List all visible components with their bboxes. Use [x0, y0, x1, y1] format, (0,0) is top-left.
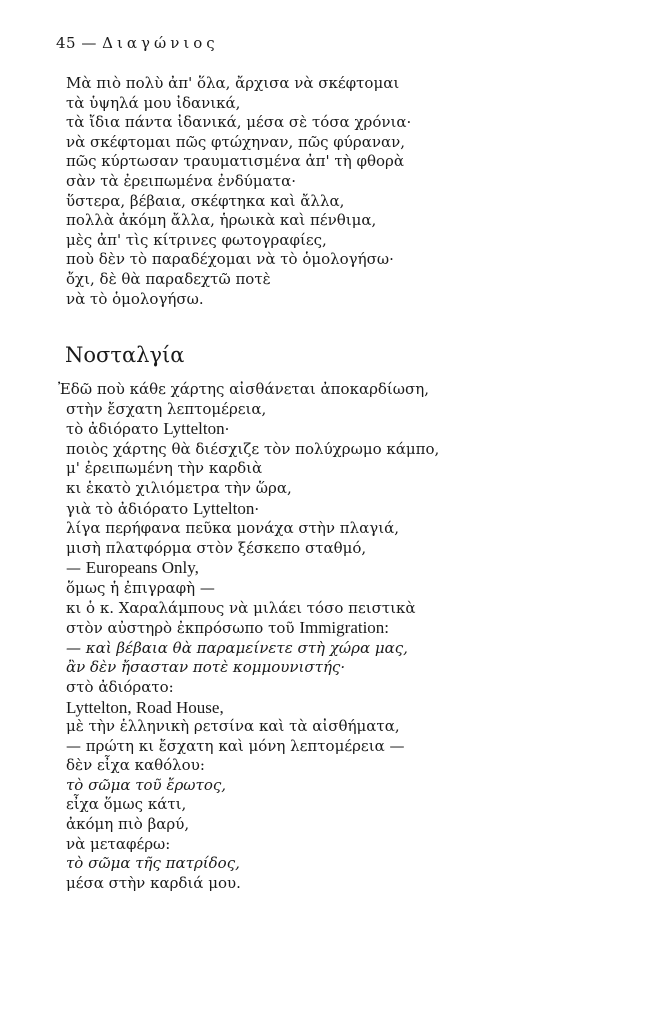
- poem-line: τὰ ἴδια πάντα ἰδανικά, μέσα σὲ τόσα χρόνια·: [66, 113, 412, 132]
- poem-text: ·: [254, 499, 260, 518]
- place-name: Lyttelton: [163, 419, 225, 439]
- poem-text: στὸν αὐστηρὸ ἐκπρόσωπο τοῦ: [66, 619, 300, 638]
- poem-title: Νοσταλγία: [65, 343, 185, 367]
- page-number: 45: [56, 34, 77, 52]
- poem-line-italic: τὸ σῶμα τοῦ ἔρωτος,: [66, 775, 227, 794]
- poem-line: [58, 618, 439, 639]
- poem-text: ·: [224, 420, 230, 439]
- poem-line: Ἐδῶ ποὺ κάθε χάρτης αἰσθάνεται ἀποκαρδίωση,: [58, 380, 430, 398]
- poem-line-italic: τὸ σῶμα τῆς πατρίδος,: [66, 854, 240, 873]
- poem-line: Μὰ πιὸ πολὺ ἀπ' ὅλα, ἄρχισα νὰ σκέφτομαι: [66, 74, 400, 92]
- poem-line: κι ὁ κ. Χαραλάμπους νὰ μιλάει τόσο πειστικὰ: [66, 598, 416, 617]
- poem-line: [58, 558, 439, 579]
- sign-text: Europeans Only,: [85, 558, 199, 578]
- poem-line: μὲ τὴν ἑλληνικὴ ρετσίνα καὶ τὰ αἰσθήματα,: [66, 717, 400, 736]
- poem-line: ὄχι, δὲ θὰ παραδεχτῶ ποτὲ: [66, 269, 271, 288]
- poem-line-italic: ἂν δὲν ἤσασταν ποτὲ κομμουνιστής·: [66, 658, 346, 677]
- poem-line: εἶχα ὅμως κάτι,: [66, 795, 187, 814]
- header-dash: —: [81, 34, 97, 52]
- poem-line: μὲς ἀπ' τὶς κίτρινες φωτογραφίες,: [66, 230, 327, 249]
- poem-line: ὅμως ἡ ἐπιγραφὴ —: [66, 578, 215, 597]
- poem-line: νὰ τὸ ὁμολογήσω.: [66, 289, 204, 308]
- section-title: Διαγώνιος: [102, 34, 219, 52]
- poem-line: μέσα στὴν καρδιά μου.: [66, 873, 241, 892]
- poem-line: στὴν ἔσχατη λεπτομέρεια,: [66, 399, 267, 418]
- poem-line: μισὴ πλατφόρμα στὸν ξέσκεπο σταθμό,: [66, 538, 367, 557]
- poem-text: τὸ ἀδιόρατο: [66, 420, 164, 439]
- poem-line: στὸ ἀδιόρατο:: [66, 677, 174, 696]
- poem-line: δὲν εἶχα καθόλου:: [66, 756, 205, 775]
- poem-line-italic: — καὶ βέβαια θὰ παραμείνετε στὴ χώρα μας,: [66, 638, 408, 657]
- poem-line: νὰ μεταφέρω:: [66, 834, 171, 853]
- poem-line: ποιὸς χάρτης θὰ διέσχιζε τὸν πολύχρωμο κάμπο,: [66, 439, 440, 458]
- poem-line: λίγα περήφανα πεῦκα μονάχα στὴν πλαγιά,: [66, 519, 400, 538]
- poem-text: —: [66, 559, 86, 578]
- poem-line: πολλὰ ἀκόμη ἄλλα, ἡρωικὰ καὶ πένθιμα,: [66, 211, 377, 230]
- poem-line: ὕστερα, βέβαια, σκέφτηκα καὶ ἄλλα,: [66, 191, 345, 210]
- poem-line: κι ἑκατὸ χιλιόμετρα τὴν ὥρα,: [66, 478, 292, 497]
- poem-text: γιὰ τὸ ἀδιόρατο: [66, 499, 193, 518]
- poem-line: ποὺ δὲν τὸ παραδέχομαι νὰ τὸ ὁμολογήσω·: [66, 250, 394, 269]
- poem-line: μ' ἐρειπωμένη τὴν καρδιὰ: [66, 459, 263, 478]
- running-head: [56, 34, 219, 52]
- place-name: Lyttelton: [192, 498, 255, 518]
- poem-line: νὰ σκέφτομαι πῶς φτώχηναν, πῶς φύραναν,: [66, 132, 405, 151]
- poem-line-latin: Lyttelton, Road House,: [66, 697, 224, 717]
- poem-line: τὰ ὑψηλά μου ἰδανικά,: [66, 93, 241, 112]
- poem-line: — πρώτη κι ἔσχατη καὶ μόνη λεπτομέρεια —: [66, 736, 405, 755]
- office-name: Immigration:: [299, 618, 390, 638]
- poem-line: σὰν τὰ ἐρειπωμένα ἐνδύματα·: [66, 171, 296, 190]
- poem-line: [58, 419, 439, 440]
- poem-line: πῶς κύρτωσαν τραυματισμένα ἀπ' τὴ φθορὰ: [66, 152, 404, 171]
- poem-continued: [66, 74, 411, 309]
- poem-line: ἀκόμη πιὸ βαρύ,: [66, 815, 190, 834]
- poem-line: [58, 499, 439, 520]
- poem-nostalgia: [58, 380, 439, 893]
